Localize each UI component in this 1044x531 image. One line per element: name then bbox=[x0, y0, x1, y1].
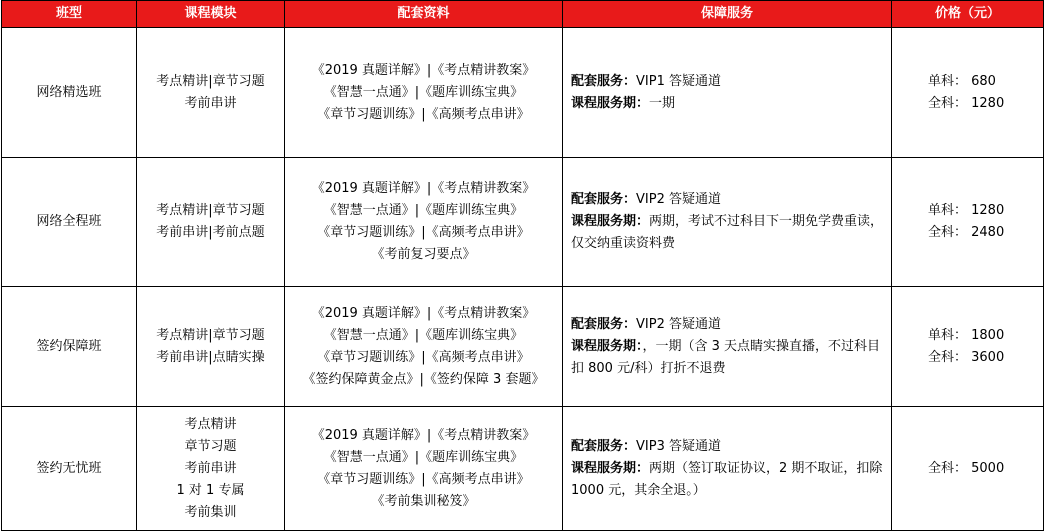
service-period-label: 课程服务期： bbox=[571, 460, 650, 476]
service-period-value: ，一期（含 3 天点睛实操直播，不过科目扣 800 元/科）打折不退费 bbox=[571, 338, 881, 376]
class-name: 网络精选班 bbox=[36, 84, 102, 100]
materials-cell bbox=[285, 287, 563, 407]
table-row bbox=[2, 287, 1044, 407]
service-period-line bbox=[571, 458, 885, 502]
module-line: 考前串讲|点睛实操 bbox=[156, 349, 265, 365]
class-name-cell bbox=[2, 407, 137, 531]
class-name: 网络全程班 bbox=[36, 214, 102, 229]
service-period-value: 两期，考试不过科目下一期免学费重读，仅交纳重读资料费 bbox=[571, 214, 884, 251]
service-period-label: 课程服务期： bbox=[571, 95, 650, 111]
service-cell bbox=[563, 407, 892, 531]
materials-cell bbox=[285, 158, 563, 287]
module-line: 章节习题 bbox=[184, 438, 237, 454]
header-price: 价格（元） bbox=[892, 1, 1044, 28]
service-label: 配套服务： bbox=[571, 192, 637, 207]
price-line: 全科： 1280 bbox=[928, 95, 1005, 111]
service-period-label: 课程服务期： bbox=[571, 338, 643, 354]
material-line: 《章节习题训练》|《高频考点串讲》 bbox=[317, 349, 530, 365]
price-line: 全科： 3600 bbox=[928, 349, 1005, 365]
material-line: 《2019 真题详解》|《考点精讲教案》 bbox=[311, 62, 536, 78]
class-name-cell bbox=[2, 287, 137, 407]
module-line: 考前串讲|考前点题 bbox=[156, 225, 265, 240]
price-line: 全科： 2480 bbox=[928, 225, 1005, 240]
price-cell bbox=[892, 407, 1044, 531]
service-period-value: 一期 bbox=[649, 95, 676, 111]
modules-cell bbox=[137, 158, 285, 287]
material-line: 《智慧一点通》|《题库训练宝典》 bbox=[323, 84, 524, 100]
module-line: 考点精讲 bbox=[184, 416, 237, 432]
material-line: 《章节习题训练》|《高频考点串讲》 bbox=[317, 106, 530, 122]
module-line: 考前串讲 bbox=[184, 95, 237, 111]
modules-cell bbox=[137, 28, 285, 158]
price-cell bbox=[892, 28, 1044, 158]
header-materials: 配套资料 bbox=[285, 1, 563, 28]
material-line: 《2019 真题详解》|《考点精讲教案》 bbox=[311, 305, 536, 321]
modules-cell bbox=[137, 407, 285, 531]
service-label: 配套服务： bbox=[571, 316, 637, 332]
material-line: 《考前复习要点》 bbox=[371, 247, 476, 262]
module-line: 1 对 1 专属 bbox=[176, 482, 245, 498]
service-period-line bbox=[571, 211, 885, 255]
service-value: VIP2 答疑通道 bbox=[636, 192, 721, 207]
material-line: 《智慧一点通》|《题库训练宝典》 bbox=[323, 203, 524, 218]
header-class-type: 班型 bbox=[2, 1, 137, 28]
material-line: 《2019 真题详解》|《考点精讲教案》 bbox=[311, 181, 536, 196]
material-line: 《智慧一点通》|《题库训练宝典》 bbox=[323, 449, 524, 465]
header-modules: 课程模块 bbox=[137, 1, 285, 28]
service-period-line bbox=[571, 336, 885, 380]
module-line: 考点精讲|章节习题 bbox=[156, 73, 265, 89]
material-line: 《智慧一点通》|《题库训练宝典》 bbox=[323, 327, 524, 343]
service-line bbox=[571, 189, 885, 211]
service-cell bbox=[563, 287, 892, 407]
material-line: 《章节习题训练》|《高频考点串讲》 bbox=[317, 471, 530, 487]
service-label: 配套服务： bbox=[571, 73, 637, 89]
class-name: 签约保障班 bbox=[36, 338, 102, 354]
price-line: 全科： 5000 bbox=[928, 460, 1005, 476]
material-line: 《章节习题训练》|《高频考点串讲》 bbox=[317, 225, 530, 240]
header-row bbox=[2, 1, 1044, 28]
class-name-cell bbox=[2, 158, 137, 287]
service-line bbox=[571, 436, 885, 458]
table-row bbox=[2, 158, 1044, 287]
service-line bbox=[571, 314, 885, 336]
table-row bbox=[2, 407, 1044, 531]
service-value: VIP1 答疑通道 bbox=[636, 73, 721, 89]
module-line: 考前集训 bbox=[184, 504, 237, 520]
material-line: 《2019 真题详解》|《考点精讲教案》 bbox=[311, 427, 536, 443]
module-line: 考点精讲|章节习题 bbox=[156, 203, 265, 218]
material-line: 《考前集训秘笈》 bbox=[371, 493, 476, 509]
materials-cell bbox=[285, 28, 563, 158]
service-value: VIP3 答疑通道 bbox=[636, 438, 721, 454]
material-line: 《签约保障黄金点》|《签约保障 3 套题》 bbox=[302, 371, 545, 387]
service-value: VIP2 答疑通道 bbox=[636, 316, 721, 332]
price-line: 单科： 1280 bbox=[928, 203, 1005, 218]
class-name-cell bbox=[2, 28, 137, 158]
service-period-label: 课程服务期： bbox=[571, 214, 650, 229]
module-line: 考点精讲|章节习题 bbox=[156, 327, 265, 343]
price-cell bbox=[892, 158, 1044, 287]
service-label: 配套服务： bbox=[571, 438, 637, 454]
price-line: 单科： 1800 bbox=[928, 327, 1005, 343]
header-service: 保障服务 bbox=[563, 1, 892, 28]
service-period-line bbox=[571, 93, 885, 115]
service-cell bbox=[563, 158, 892, 287]
modules-cell bbox=[137, 287, 285, 407]
service-cell bbox=[563, 28, 892, 158]
service-line bbox=[571, 71, 885, 93]
materials-cell bbox=[285, 407, 563, 531]
course-table bbox=[1, 0, 1044, 531]
price-cell bbox=[892, 287, 1044, 407]
class-name: 签约无忧班 bbox=[36, 460, 102, 476]
table-row bbox=[2, 28, 1044, 158]
service-period-value: 两期（签订取证协议，2 期不取证，扣除 1000 元，其余全退。） bbox=[571, 460, 883, 498]
module-line: 考前串讲 bbox=[184, 460, 237, 476]
price-line: 单科： 680 bbox=[928, 73, 996, 89]
